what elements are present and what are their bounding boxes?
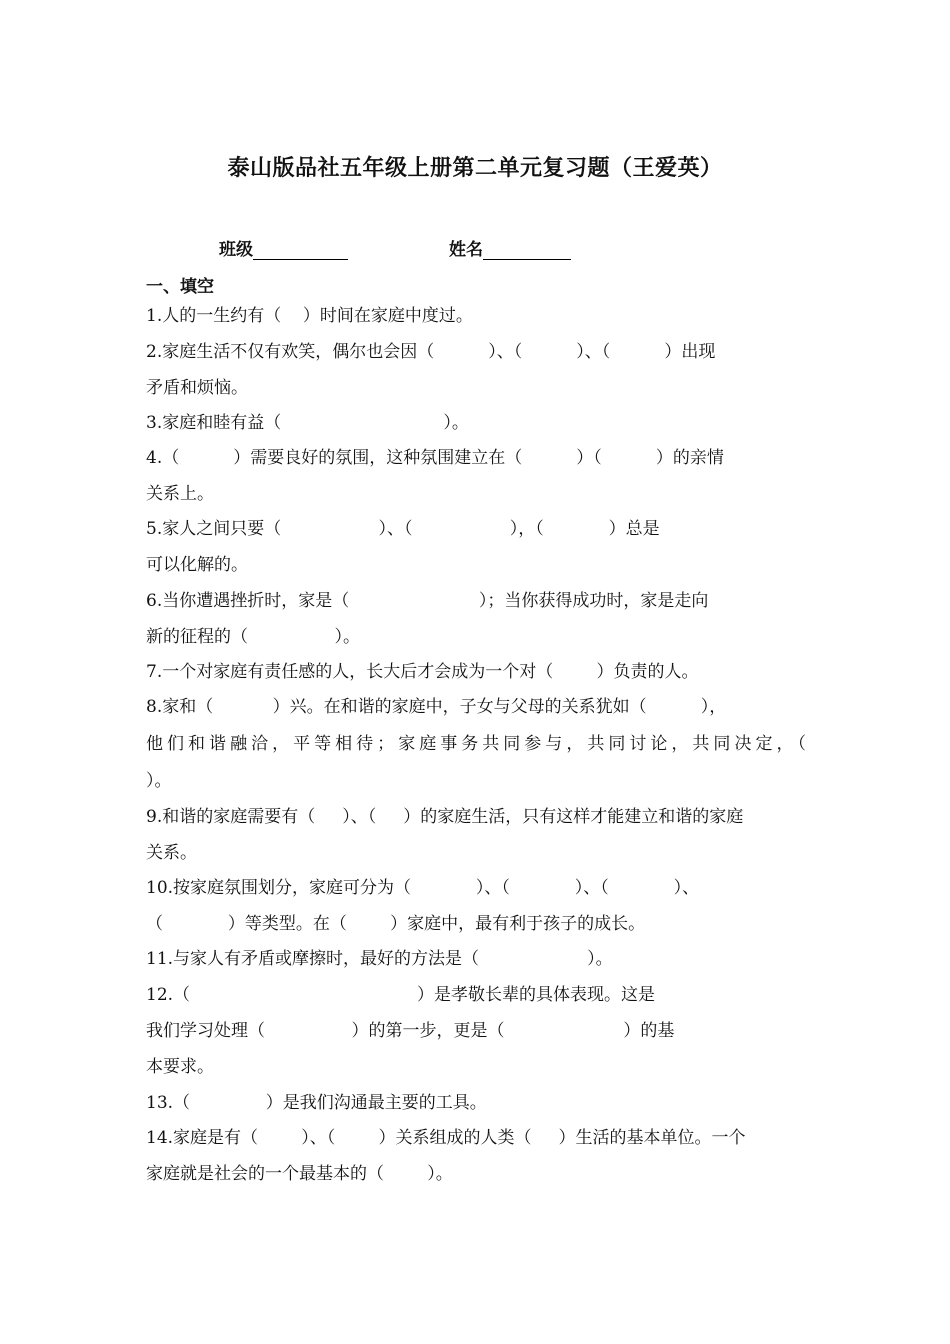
question-line: 关系上。: [146, 484, 214, 504]
question-line: 10.按家庭氛围划分，家庭可分为（ ）、（ ）、（ ）、: [146, 878, 700, 898]
question-line: 7.一个对家庭有责任感的人，长大后才会成为一个对（ ）负责的人。: [146, 662, 699, 682]
question-line: 矛盾和烦恼。: [146, 378, 248, 398]
question-line: 我们学习处理（ ）的第一步，更是（ ）的基: [146, 1021, 675, 1041]
question-line: 可以化解的。: [146, 555, 248, 575]
question-line: 1.人的一生约有（ ）时间在家庭中度过。: [146, 306, 473, 326]
question-line: 11.与家人有矛盾或摩擦时，最好的方法是（ ）。: [146, 949, 613, 969]
name-field: [449, 235, 571, 260]
question-line: 9.和谐的家庭需要有（ ）、（ ）的家庭生活，只有这样才能建立和谐的家庭: [146, 807, 744, 827]
section-heading: 一、填空: [146, 277, 214, 297]
question-line: 8.家和（ ）兴。在和谐的家庭中，子女与父母的关系犹如（ ），: [146, 697, 727, 717]
question-line: 13.（ ）是我们沟通最主要的工具。: [146, 1093, 487, 1113]
question-line: 他们和谐融洽，平等相待；家庭事务共同参与，共同讨论，共同决定，（: [146, 734, 806, 754]
name-blank: [483, 241, 571, 260]
question-line: 家庭就是社会的一个最基本的（ ）。: [146, 1164, 453, 1184]
class-field: [219, 235, 348, 260]
class-label: 班级: [219, 240, 253, 260]
class-blank: [253, 241, 348, 260]
question-line: 3.家庭和睦有益（ ）。: [146, 413, 469, 433]
name-label: 姓名: [449, 240, 483, 260]
question-line: 本要求。: [146, 1057, 214, 1077]
page-title: 泰山版品社五年级上册第二单元复习题（王爱英）: [227, 155, 723, 181]
question-line: 5.家人之间只要（ ）、（ ），（ ）总是: [146, 519, 660, 539]
question-line: 6.当你遭遇挫折时，家是（ ）；当你获得成功时，家是走向: [146, 591, 709, 611]
question-line: 关系。: [146, 843, 197, 863]
question-line: 14.家庭是有（ ）、（ ）关系组成的人类（ ）生活的基本单位。一个: [146, 1128, 746, 1148]
question-line: （ ）等类型。在（ ）家庭中，最有利于孩子的成长。: [146, 914, 646, 934]
question-line: 新的征程的（ ）。: [146, 627, 360, 647]
question-line: ）。: [146, 771, 172, 791]
question-line: 4.（ ）需要良好的氛围，这种氛围建立在（ ）（ ）的亲情: [146, 448, 724, 468]
question-line: 2.家庭生活不仅有欢笑，偶尔也会因（ ）、（ ）、（ ）出现: [146, 342, 716, 362]
question-line: 12.（ ）是孝敬长辈的具体表现。这是: [146, 985, 655, 1005]
